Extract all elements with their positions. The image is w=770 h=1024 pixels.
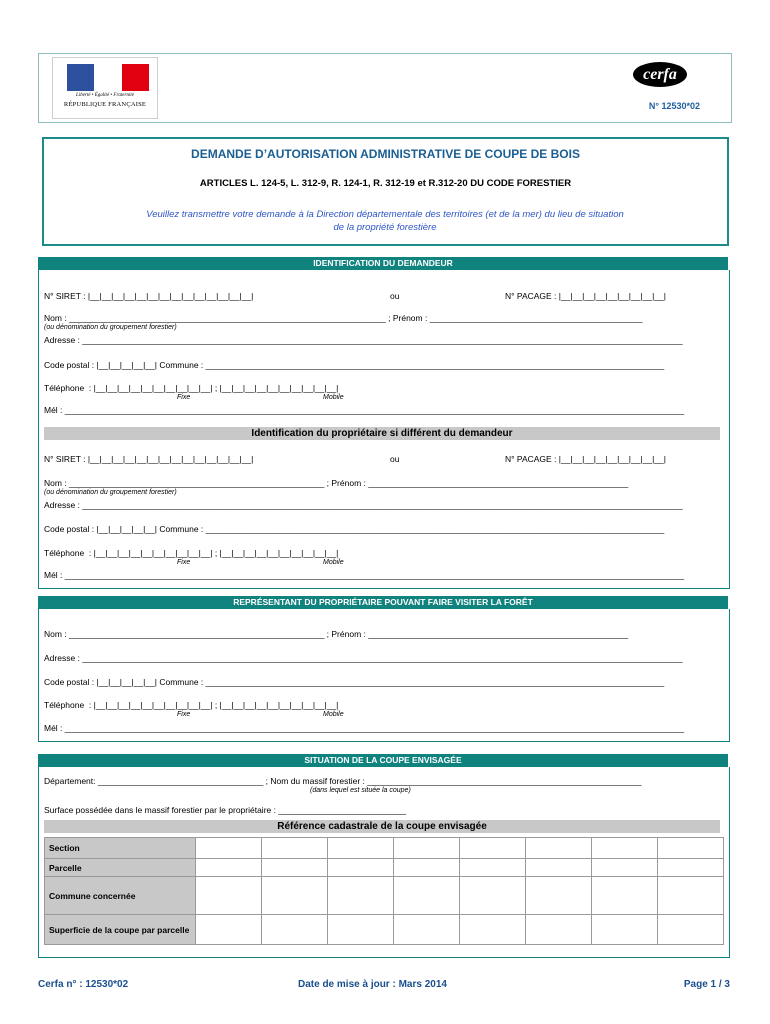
proprietaire-heading: Identification du propriétaire si différent du demandeur xyxy=(44,427,720,440)
instruction-line-2: de la propriété forestière xyxy=(333,222,437,233)
row-label-commune: Commune concernée xyxy=(45,877,196,915)
mobile-label: Mobile xyxy=(323,559,344,566)
table-row xyxy=(45,915,724,945)
surface-possedee-field[interactable]: Surface possédée dans le massif forestier par le propriétaire : ___________________________ xyxy=(44,805,406,815)
section-heading-demandeur: IDENTIFICATION DU DEMANDEUR xyxy=(38,257,728,270)
form-articles: ARTICLES L. 124-5, L. 312-9, R. 124-1, R. 312-19 et R.312-20 DU CODE FORESTIER xyxy=(199,178,572,189)
footer-cerfa-number: Cerfa n° : 12530*02 xyxy=(38,979,129,990)
footer-page-number: Page 1 / 3 xyxy=(683,979,730,990)
or-label: ou xyxy=(390,454,400,464)
table-row xyxy=(45,877,724,915)
representant-cp-commune-field[interactable]: Code postal : |__|__|__|__|__| Commune : _________________________________________________________________________________________________ xyxy=(44,677,665,687)
cerfa-number: N° 12530*02 xyxy=(648,101,700,111)
row-label-superficie: Superficie de la coupe par parcelle xyxy=(45,915,196,945)
row-label-parcelle: Parcelle xyxy=(45,859,196,877)
cadastre-cell[interactable] xyxy=(526,859,592,877)
table-row xyxy=(45,859,724,877)
cadastre-cell[interactable] xyxy=(328,838,394,859)
proprietaire-nom-note: (ou dénomination du groupement forestier) xyxy=(44,489,177,496)
cadastre-cell[interactable] xyxy=(658,859,724,877)
proprietaire-cp-commune-field[interactable]: Code postal : |__|__|__|__|__| Commune : _________________________________________________________________________________________________ xyxy=(44,524,665,534)
representant-mel-field[interactable]: Mél : ___________________________________________________________________________________________________________________________________ xyxy=(44,723,685,733)
table-row xyxy=(45,838,724,859)
footer-update-date: Date de mise à jour : Mars 2014 xyxy=(298,979,447,990)
cadastre-cell[interactable] xyxy=(394,915,460,945)
cadastre-cell[interactable] xyxy=(526,915,592,945)
demandeur-telephone-field[interactable]: Téléphone : |__|__|__|__|__|__|__|__|__|__| ; |__|__|__|__|__|__|__|__|__|__| xyxy=(44,383,339,393)
demandeur-mel-field[interactable]: Mél : ___________________________________________________________________________________________________________________________________ xyxy=(44,405,685,415)
cadastre-cell[interactable] xyxy=(460,915,526,945)
cadastre-table xyxy=(44,837,724,945)
marianne-flag-icon xyxy=(67,64,149,91)
demandeur-nom-field[interactable]: Nom : ___________________________________________________________________ ; Prénom : _____________________________________________ xyxy=(44,313,643,323)
section-heading-representant: REPRÉSENTANT DU PROPRIÉTAIRE POUVANT FAIRE VISITER LA FORÊT xyxy=(38,596,728,609)
republique-francaise-logo xyxy=(52,57,158,119)
cadastre-cell[interactable] xyxy=(394,838,460,859)
cadastre-cell[interactable] xyxy=(328,915,394,945)
instruction-line-1: Veuillez transmettre votre demande à la Direction départementale des territoires (et de la mer) du lieu de situation xyxy=(146,209,624,220)
proprietaire-nom-field[interactable]: Nom : ______________________________________________________ ; Prénom : _______________________________________________________ xyxy=(44,478,629,488)
cadastre-cell[interactable] xyxy=(196,859,262,877)
cadastre-cell[interactable] xyxy=(592,877,658,915)
demandeur-cp-commune-field[interactable]: Code postal : |__|__|__|__|__| Commune : _________________________________________________________________________________________________ xyxy=(44,360,665,370)
proprietaire-siret-field[interactable]: N° SIRET : |__|__|__|__|__|__|__|__|__|__|__|__|__|__| xyxy=(44,454,254,464)
rf-name: RÉPUBLIQUE FRANÇAISE xyxy=(63,101,147,108)
proprietaire-pacage-field[interactable]: N° PACAGE : |__|__|__|__|__|__|__|__|__| xyxy=(505,454,666,464)
cadastre-cell[interactable] xyxy=(460,877,526,915)
row-label-section: Section xyxy=(45,838,196,859)
representant-telephone-field[interactable]: Téléphone : |__|__|__|__|__|__|__|__|__|__| ; |__|__|__|__|__|__|__|__|__|__| xyxy=(44,700,339,710)
demandeur-siret-field[interactable]: N° SIRET : |__|__|__|__|__|__|__|__|__|__|__|__|__|__| xyxy=(44,291,254,301)
cerfa-logo: cerfa xyxy=(633,62,687,87)
proprietaire-adresse-field[interactable]: Adresse : _______________________________________________________________________________________________________________________________ xyxy=(44,500,683,510)
cadastre-cell[interactable] xyxy=(394,859,460,877)
demandeur-nom-note: (ou dénomination du groupement forestier) xyxy=(44,324,177,331)
departement-massif-field[interactable]: Département: ___________________________________ ; Nom du massif forestier : __________________________________________________________ xyxy=(44,776,642,786)
cadastre-cell[interactable] xyxy=(328,859,394,877)
fixe-label: Fixe xyxy=(177,394,191,401)
cadastre-cell[interactable] xyxy=(592,838,658,859)
cadastre-cell[interactable] xyxy=(196,877,262,915)
demandeur-pacage-field[interactable]: N° PACAGE : |__|__|__|__|__|__|__|__|__| xyxy=(505,291,666,301)
cadastre-cell[interactable] xyxy=(592,915,658,945)
cadastre-cell[interactable] xyxy=(328,877,394,915)
mobile-label: Mobile xyxy=(323,711,344,718)
cadastre-cell[interactable] xyxy=(526,838,592,859)
representant-nom-field[interactable]: Nom : ______________________________________________________ ; Prénom : _______________________________________________________ xyxy=(44,629,629,639)
cadastre-cell[interactable] xyxy=(262,877,328,915)
form-title: DEMANDE D’AUTORISATION ADMINISTRATIVE DE COUPE DE BOIS xyxy=(191,147,580,161)
section-heading-situation: SITUATION DE LA COUPE ENVISAGÉE xyxy=(38,754,728,767)
cadastre-heading: Référence cadastrale de la coupe envisagée xyxy=(44,820,720,833)
proprietaire-mel-field[interactable]: Mél : ___________________________________________________________________________________________________________________________________ xyxy=(44,570,685,580)
cadastre-cell[interactable] xyxy=(262,859,328,877)
fixe-label: Fixe xyxy=(177,711,191,718)
fixe-label: Fixe xyxy=(177,559,191,566)
massif-note: (dans lequel est située la coupe) xyxy=(310,787,411,794)
demandeur-adresse-field[interactable]: Adresse : _______________________________________________________________________________________________________________________________ xyxy=(44,335,683,345)
cadastre-cell[interactable] xyxy=(262,915,328,945)
cadastre-cell[interactable] xyxy=(658,915,724,945)
cadastre-cell[interactable] xyxy=(592,859,658,877)
cadastre-cell[interactable] xyxy=(658,877,724,915)
mobile-label: Mobile xyxy=(323,394,344,401)
cadastre-cell[interactable] xyxy=(460,859,526,877)
cadastre-cell[interactable] xyxy=(196,915,262,945)
proprietaire-telephone-field[interactable]: Téléphone : |__|__|__|__|__|__|__|__|__|__| ; |__|__|__|__|__|__|__|__|__|__| xyxy=(44,548,339,558)
cadastre-cell[interactable] xyxy=(658,838,724,859)
rf-motto: Liberté • Égalité • Fraternité xyxy=(76,93,134,98)
cadastre-cell[interactable] xyxy=(526,877,592,915)
or-label: ou xyxy=(390,291,400,301)
form-instruction xyxy=(80,208,690,234)
cadastre-cell[interactable] xyxy=(460,838,526,859)
cadastre-cell[interactable] xyxy=(196,838,262,859)
cadastre-cell[interactable] xyxy=(394,877,460,915)
cadastre-cell[interactable] xyxy=(262,838,328,859)
representant-adresse-field[interactable]: Adresse : _______________________________________________________________________________________________________________________________ xyxy=(44,653,683,663)
